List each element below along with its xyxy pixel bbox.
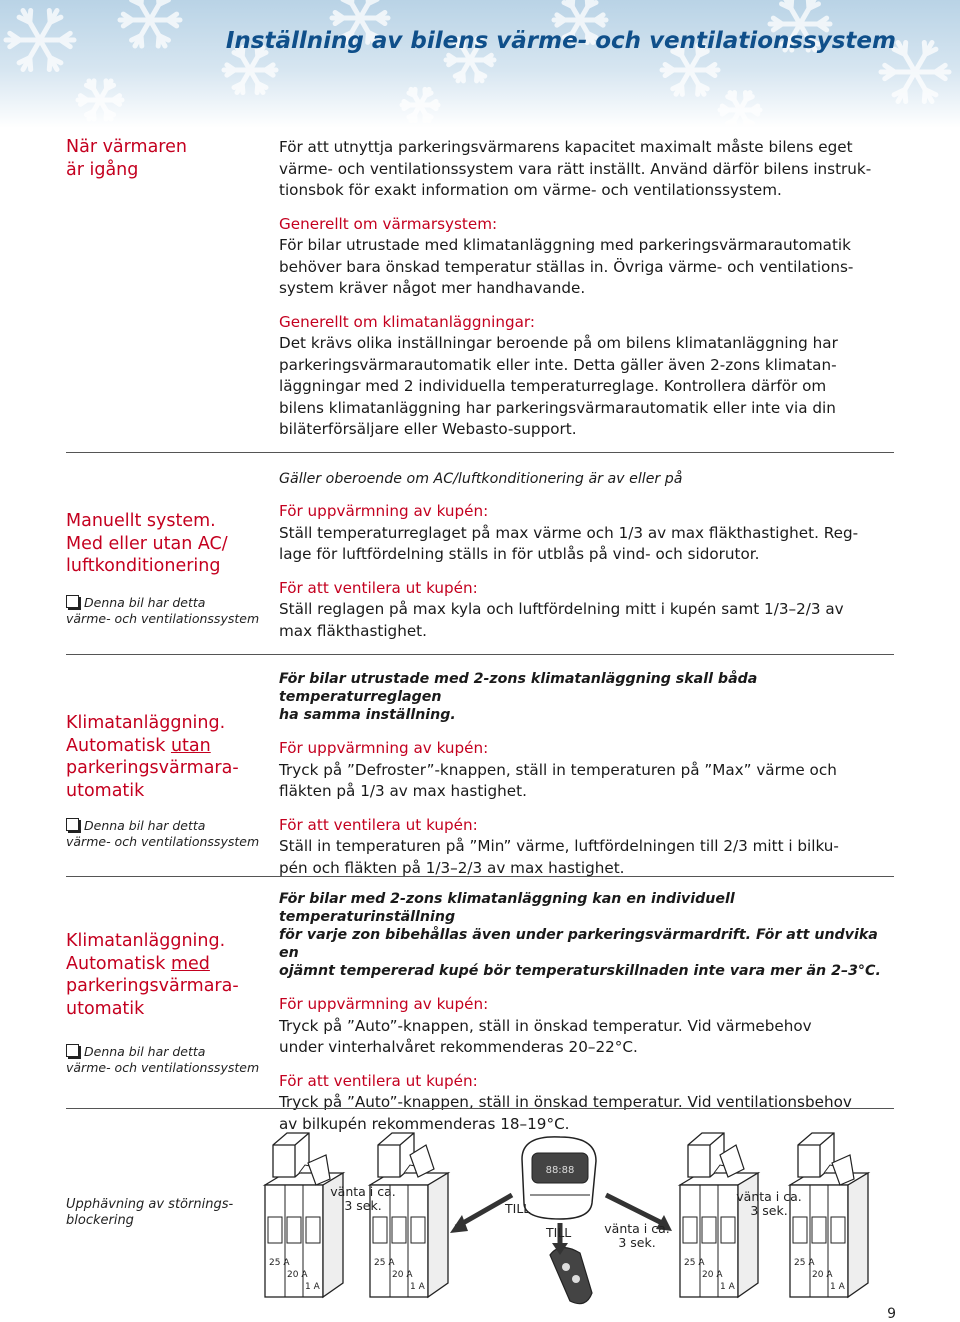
divider — [66, 452, 894, 453]
climate-with-vent-title: För att ventilera ut kupén: — [279, 1071, 478, 1090]
intro-column — [279, 137, 899, 441]
snowflake-icon — [224, 47, 276, 92]
climate-with-heat-line: under vinterhalvåret rekommenderas 20–22°C. — [279, 1038, 638, 1056]
climate-with-heat-line: Tryck på ”Auto”-knappen, ställ in önskad temperatur. Vid värmebehov — [279, 1016, 812, 1035]
on-label-1: TILL — [505, 1201, 531, 1216]
svg-text:20 A: 20 A — [392, 1270, 413, 1280]
manual-heading: Manuellt system. Med eller utan AC/ luftkonditionering — [66, 511, 228, 576]
manual-heat-title: För uppvärmning av kupén: — [279, 502, 489, 520]
svg-text:88:88: 88:88 — [545, 1165, 575, 1176]
manual-column — [279, 470, 899, 642]
manual-vent-line: Ställ reglagen på max kyla och luftfördelning mitt i kupén samt 1/3–2/3 av — [279, 600, 844, 618]
climate-without-heat-title: För uppvärmning av kupén: — [279, 739, 489, 757]
climate-line: läggningar med 2 individuella temperaturreglage. Kontrollera därför om — [279, 377, 827, 395]
manual-heat-line: Ställ temperaturreglaget på max värme och 1/3 av max fläkthastighet. Reg- — [279, 523, 859, 542]
climate-with-column — [279, 890, 899, 1135]
svg-text:1 A: 1 A — [720, 1282, 735, 1292]
checkbox-icon[interactable] — [66, 818, 79, 831]
climate-without-heat-line: Tryck på ”Defroster”-knappen, ställ in temperaturen på ”Max” värme och — [279, 760, 837, 779]
svg-text:20 A: 20 A — [287, 1270, 308, 1280]
divider — [66, 876, 894, 877]
snowflake-banner — [0, 0, 960, 128]
heating-line: För bilar utrustade med klimatanläggning med parkeringsvärmarautomatik — [279, 236, 851, 254]
climate-line: Det krävs olika inställningar beroende på om bilens klimatanläggning har — [279, 334, 838, 352]
manual-note: Gäller oberoende om AC/luftkonditionering är av eller på — [279, 471, 683, 487]
climate-without-note: För bilar utrustade med 2-zons klimatanläggning skall båda temperaturreglagen — [279, 671, 758, 705]
climate-without-checkbox[interactable]: Denna bil har detta värme- och ventilationssystem — [66, 818, 260, 849]
climate-with-heading: Klimatanläggning. Automatisk med parkeringsvärmara- utomatik — [66, 931, 239, 1019]
manual-checkbox[interactable]: Denna bil har detta värme- och ventilationssystem — [66, 595, 260, 626]
intro-line: tionsbok för exakt information om värme- och ventilationssystem. — [279, 181, 782, 199]
on-label-2: TILL — [546, 1225, 572, 1240]
climate-with-note: För bilar med 2-zons klimatanläggning kan en individuell temperaturinställning — [279, 891, 735, 925]
snowflake-icon — [720, 93, 760, 128]
page-number: 9 — [887, 1306, 896, 1322]
climate-without-note: ha samma inställning. — [279, 707, 456, 723]
snowflake-icon — [402, 89, 438, 120]
climate-line: parkeringsvärmarautomatik eller inte. Detta gäller även 2-zons klimatan- — [279, 355, 837, 374]
climate-without-vent-title: För att ventilera ut kupén: — [279, 815, 478, 834]
snowflake-icon — [6, 10, 74, 69]
manual-vent-title: För att ventilera ut kupén: — [279, 578, 478, 597]
svg-text:20 A: 20 A — [702, 1270, 723, 1280]
wait-label-3: vänta i ca. 3 sek. — [736, 1189, 802, 1218]
climate-with-heat-title: För uppvärmning av kupén: — [279, 995, 489, 1013]
climate-line: bilens klimatanläggning har parkeringsvärmarautomatik eller inte via din — [279, 398, 836, 417]
snowflake-icon — [120, 0, 180, 46]
climate-with-note: ojämnt tempererad kupé bör temperaturskillnaden inte vara mer än 2–3°C. — [279, 963, 881, 979]
climate-line: biläterförsäljare eller Webasto-support. — [279, 420, 577, 438]
remote-control — [550, 1247, 592, 1303]
climate-without-vent-line: pén och fläkten på 1/3–2/3 av max hastighet. — [279, 858, 625, 877]
wait-label-2: vänta i ca. 3 sek. — [604, 1221, 670, 1250]
svg-text:25 A: 25 A — [269, 1258, 290, 1268]
climate-with-checkbox[interactable]: Denna bil har detta värme- och ventilationssystem — [66, 1044, 260, 1075]
climate-with-note: för varje zon bibehållas även under parkeringsvärmardrift. För att undvika en — [279, 927, 878, 961]
climate-with-vent-line: Tryck på ”Auto”-knappen, ställ in önskad temperatur. Vid ventilationsbehov — [279, 1093, 852, 1111]
climate-without-column — [279, 670, 899, 879]
intro-heading: När värmaren är igång — [66, 137, 187, 180]
checkbox-icon[interactable] — [66, 1044, 79, 1057]
svg-text:1 A: 1 A — [305, 1282, 320, 1292]
climate-without-heat-line: fläkten på 1/3 av max hastighet. — [279, 782, 527, 800]
snowflake-pattern — [0, 0, 960, 128]
intro-line: För att utnyttja parkeringsvärmarens kapacitet maximalt måste bilens eget — [279, 138, 853, 156]
svg-text:1 A: 1 A — [830, 1282, 845, 1292]
svg-text:25 A: 25 A — [794, 1258, 815, 1268]
wait-label-1: vänta i ca. 3 sek. — [330, 1184, 396, 1213]
intro-line: värme- och ventilationssystem vara rätt inställt. Använd därför bilens instruk- — [279, 159, 872, 178]
unblock-label: Upphävning av störnings- blockering — [66, 1197, 234, 1228]
divider — [66, 1108, 894, 1109]
manual-vent-line: max fläkthastighet. — [279, 621, 427, 640]
climate-without-vent-line: Ställ in temperaturen på ”Min” värme, luftfördelningen till 2/3 mitt i bilku- — [279, 837, 839, 855]
heating-line: behöver bara önskad temperatur ställas in. Övriga värme- och ventilations- — [279, 257, 854, 276]
checkbox-icon[interactable] — [66, 595, 79, 608]
svg-text:1 A: 1 A — [410, 1282, 425, 1292]
heating-line: system kräver något mer handhavande. — [279, 279, 586, 297]
heating-title: Generellt om värmarsystem: — [279, 214, 498, 233]
svg-text:25 A: 25 A — [684, 1258, 705, 1268]
climate-without-heading: Klimatanläggning. Automatisk utan parkeringsvärmara- utomatik — [66, 713, 239, 801]
climate-title: Generellt om klimatanläggningar: — [279, 312, 536, 331]
svg-text:20 A: 20 A — [812, 1270, 833, 1280]
manual-heat-line: lage för luftfördelning ställs in för utblås på vind- och sidorutor. — [279, 545, 760, 563]
climate-with-vent-line: av bilkupén rekommenderas 18–19°C. — [279, 1114, 570, 1133]
divider — [66, 654, 894, 655]
snowflake-icon — [78, 81, 122, 119]
svg-text:25 A: 25 A — [374, 1258, 395, 1268]
page-title: Inställning av bilens värme- och ventilationssystem — [225, 28, 896, 54]
